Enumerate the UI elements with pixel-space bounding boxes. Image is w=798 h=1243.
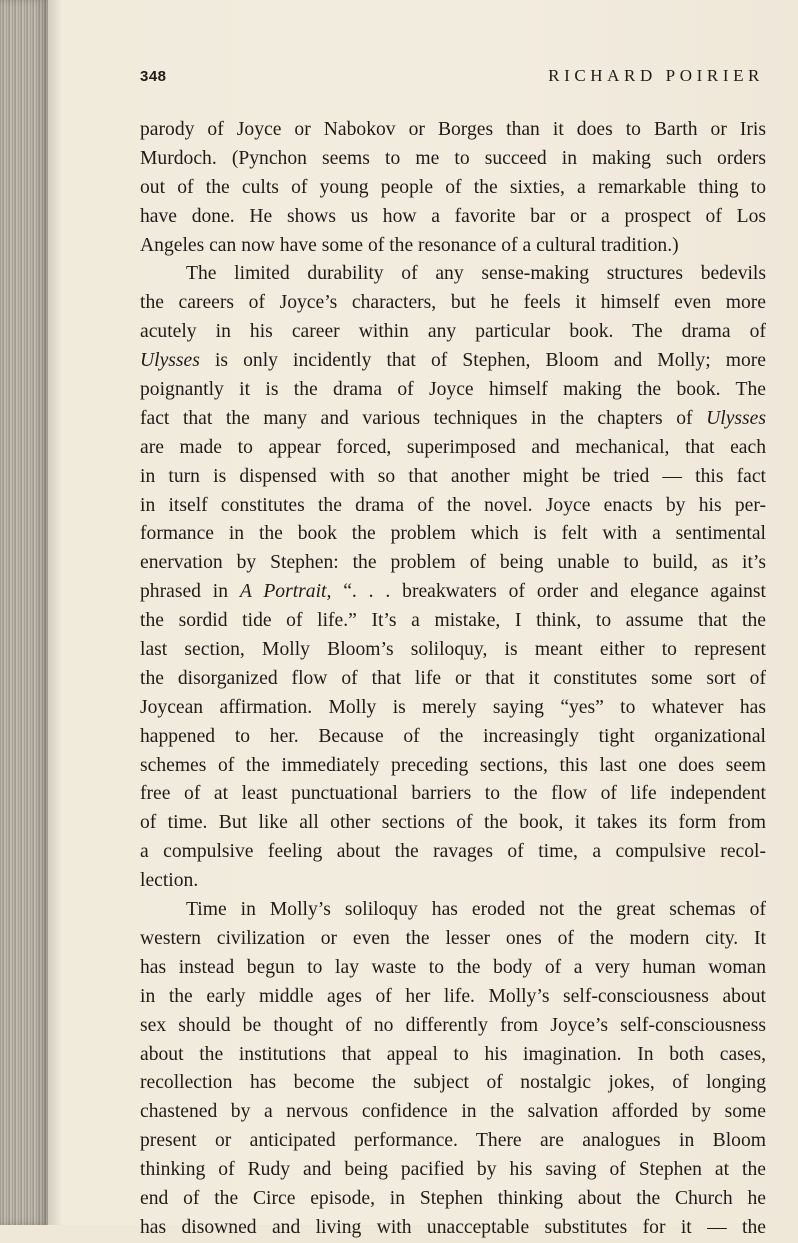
text-line: in turn is dispensed with so that another might be tried — this fact [140, 465, 766, 487]
text-line: end of the Circe episode, in Stephen thinking about the Church he [140, 1187, 766, 1209]
text-line: free of at least punctuational barriers to the flow of life independent [140, 783, 766, 805]
text-line: of time. But like all other sections of the book, it takes its form from [140, 812, 766, 834]
text-line: thinking of Rudy and being pacified by his saving of Stephen at the [140, 1159, 766, 1181]
page-number: 348 [140, 68, 167, 85]
text-line: western civilization or even the lesser ones of the modern city. It [140, 927, 766, 949]
text-line: out of the cults of young people of the sixties, a remarkable thing to [140, 176, 766, 198]
text-line: have done. He shows us how a favorite bar or a prospect of Los [140, 205, 766, 227]
text-line: phrased in A Portrait, “. . . breakwaters of order and elegance against [140, 581, 766, 603]
text-line: recollection has become the subject of nostalgic jokes, of longing [140, 1072, 766, 1094]
text-line: happened to her. Because of the increasingly tight organizational [140, 725, 766, 747]
text-line: Murdoch. (Pynchon seems to me to succeed in making such orders [140, 147, 766, 169]
text-line: Time in Molly’s soliloquy has eroded not the great schemas of [186, 899, 766, 921]
text-line: present or anticipated performance. There are analogues in Bloom [140, 1130, 766, 1152]
text-line: poignantly it is the drama of Joyce himself making the book. The [140, 379, 766, 401]
text-line: the sordid tide of life.” It’s a mistake, I think, to assume that the [140, 610, 766, 632]
text-line: lection. [140, 870, 199, 892]
text-line: schemes of the immediately preceding sections, this last one does seem [140, 754, 766, 776]
text-line: chastened by a nervous confidence in the salvation afforded by some [140, 1101, 766, 1123]
body-text [140, 116, 766, 1243]
text-line: the disorganized flow of that life or that it constitutes some sort of [140, 667, 766, 689]
text-line: acutely in his career within any particular book. The drama of [140, 321, 766, 343]
text-line: has instead begun to lay waste to the body of a very human woman [140, 956, 766, 978]
text-line: about the institutions that appeal to his imagination. In both cases, [140, 1043, 766, 1065]
text-line: formance in the book the problem which is felt with a sentimental [140, 523, 766, 545]
text-line: a compulsive feeling about the ravages of time, a compulsive recol- [140, 841, 766, 863]
text-line: has disowned and living with unacceptable substitutes for it — the [140, 1216, 766, 1238]
text-line: Ulysses is only incidently that of Stephen, Bloom and Molly; more [140, 350, 766, 372]
running-head [0, 0, 798, 100]
text-line: sex should be thought of no differently from Joyce’s self-consciousness [140, 1014, 766, 1036]
running-title: RICHARD POIRIER [548, 66, 764, 85]
text-line: Joycean affirmation. Molly is merely saying “yes” to whatever has [140, 696, 766, 718]
text-line: Angeles can now have some of the resonance of a cultural tradition.) [140, 234, 679, 256]
text-line: fact that the many and various techniques in the chapters of Ulysses [140, 407, 766, 429]
text-line: The limited durability of any sense-making structures bedevils [186, 263, 766, 285]
text-line: parody of Joyce or Nabokov or Borges than it does to Barth or Iris [140, 119, 766, 140]
text-line: enervation by Stephen: the problem of being unable to build, as it’s [140, 552, 766, 574]
text-line: are made to appear forced, superimposed and mechanical, that each [140, 436, 766, 458]
text-line: in the early middle ages of her life. Molly’s self-consciousness about [140, 985, 766, 1007]
text-line: last section, Molly Bloom’s soliloquy, is meant either to represent [140, 639, 766, 661]
text-line: in itself constitutes the drama of the novel. Joyce enacts by his per- [140, 494, 766, 516]
page-binding-edge [0, 0, 48, 1225]
text-line: the careers of Joyce’s characters, but he feels it himself even more [140, 292, 766, 314]
